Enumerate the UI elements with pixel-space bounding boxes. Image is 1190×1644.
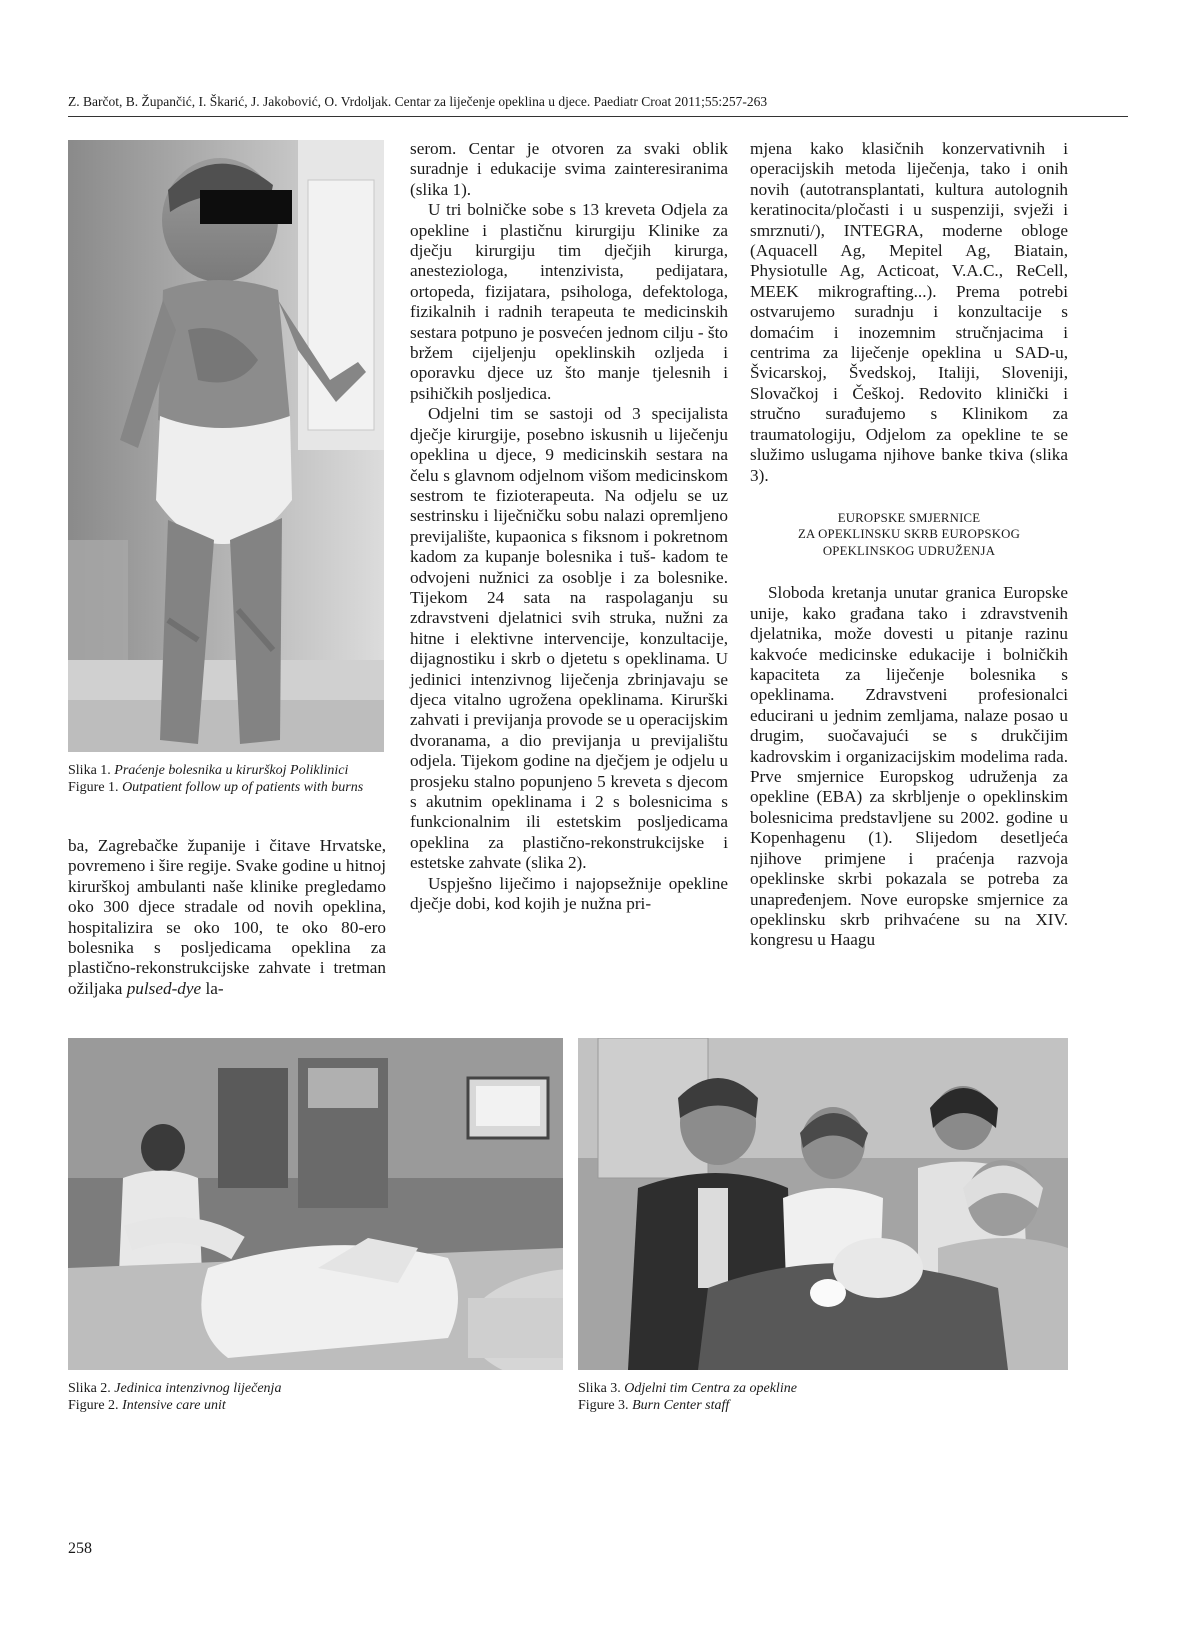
- caption-label: Slika 2.: [68, 1381, 111, 1396]
- figure-2-caption-en: [68, 1397, 563, 1414]
- caption-text: Outpatient follow up of patients with burns: [122, 780, 364, 795]
- caption-text: Burn Center staff: [632, 1398, 730, 1413]
- figure-2-caption-hr: [68, 1380, 563, 1397]
- paragraph: Odjelni tim se sastoji od 3 specijalista dječje kirurgije, posebno iskusnih u liječenju opeklina u djece, 9 medicinskih sestara na čelu s glavnom odjelnom višom medicinskom sestrom te fizioterapeuta. Na odjelu se uz sestrinsku i liječničku sobu nalazi opremljeno previjalište, kupaonica s fiksnom i pokretnom kadom za kupanje bolesnika i tuš- kadom te odvojeni nužnici za osoblje i za bolesnike. Tijekom 24 sata na raspolaganju su zdravstveni djelatnici svih struka, nužni za hitne i elektivne intervencije, konzultacije, dijagnostiku i skrb o djetetu s opeklinama. U jedinici intenzivnog liječenja zbrinjavaju se djeca vitalno ugrožena opeklinama. Kirurški zahvati i previjanja provode se u operacijskim dvoranama, a dio previjanja u previjalištu odjela. Tijekom godine na dječjem je odjelu u prosjeku stalno popunjeno 5 kreveta s djecom s akutnim opeklinama i 2 s bolesnicima s funkcionalnim ili estetskim posljedicama opeklina za plastično-rekonstrukcijske i estetske zahvate (slika 2).: [410, 404, 728, 873]
- caption-label: Figure 1.: [68, 780, 119, 795]
- figure-3-caption-en: [578, 1397, 1068, 1414]
- caption-label: Figure 3.: [578, 1398, 629, 1413]
- column-3-text: [750, 139, 1068, 951]
- figure-2-caption: [68, 1380, 563, 1414]
- section-heading-line: EUROPSKE SMJERNICE: [837, 510, 981, 525]
- section-heading: [750, 510, 1068, 560]
- caption-text: Intensive care unit: [122, 1398, 226, 1413]
- section-heading-line: ZA OPEKLINSKU SKRB EUROPSKOG: [797, 527, 1021, 542]
- figure-2-photo: [68, 1038, 563, 1370]
- figure-1-caption-en: [68, 779, 388, 796]
- figure-3-caption: [578, 1380, 1068, 1414]
- caption-label: Slika 3.: [578, 1381, 621, 1396]
- paragraph-italic: pulsed-dye: [126, 978, 202, 998]
- caption-text: Odjelni tim Centra za opekline: [624, 1381, 797, 1396]
- column-2-text: [410, 139, 728, 914]
- paragraph-text: ba, Zagrebačke županije i čitave Hrvatske, povremeno i šire regije. Svake godine u hitnoj kirurškoj ambulanti naše klinike pregledamo oko 300 djece stradale od novih opeklina, hospitalizira se oko 100, te oko 80-ero bolesnika s posljedicama opeklina za plastično-rekonstrukcijske zahvate i tretman ožiljaka: [68, 836, 386, 998]
- caption-text: Praćenje bolesnika u kirurškoj Poliklinici: [114, 763, 349, 778]
- caption-text: Jedinica intenzivnog liječenja: [114, 1381, 282, 1396]
- figure-1-caption: [68, 762, 388, 796]
- paragraph: Sloboda kretanja unutar granica Europske unije, kako građana tako i zdravstvenih djelatnika, može dovesti u pitanje razinu kakvoće medicinske edukacije i bolničkih kapaciteta za liječenje bolesnika s opeklinama. Zdravstveni profesionalci educirani u jednim zemljama, nalaze posao u drugim, suočavajući se s drukčijim kadrovskim i organizacijskim modelima rada. Prve smjernice Europskog udruženja za opekline (EBA) za skrbljenje o opeklinskim bolesnicima predstavljene su 2002. godine u Kopenhagenu (1). Slijedom desetljeća njihove primjene i praćenja razvoja opeklinske skrbi pokazala se potreba za unapređenjem. Nove europske smjernice za opeklinsku skrb prihvaćene su na XIV. kongresu u Haagu: [750, 583, 1068, 950]
- figure-3-caption-hr: [578, 1380, 1068, 1397]
- figure-3-photo: [578, 1038, 1068, 1370]
- paragraph: Uspješno liječimo i najopsežnije opekline dječje dobi, kod kojih je nužna pri-: [410, 873, 728, 914]
- paragraph-text: la-: [201, 978, 224, 998]
- paragraph: U tri bolničke sobe s 13 kreveta Odjela za opekline i plastičnu kirurgiju Klinike za dječju kirurgiju tim dječjih kirurga, anesteziologa, intenzivista, pedijatara, ortopeda, fizijatara, psihologa, defektologa, fizikalnih i radnih terapeuta te medicinskih sestara potpuno je posvećen jednom cilju - što bržem cijeljenju opeklinskih ozljeda i oporavku djece uz što manje tjelesnih i psihičkih posljedica.: [410, 200, 728, 403]
- paragraph: [68, 836, 386, 999]
- section-heading-line: OPEKLINSKOG UDRUŽENJA: [822, 543, 996, 558]
- figure-1-photo: [68, 140, 384, 752]
- paragraph: serom. Centar je otvoren za svaki oblik suradnje i edukacije svima zainteresiranima (slika 1).: [410, 139, 728, 199]
- caption-label: Slika 1.: [68, 763, 111, 778]
- paragraph: mjena kako klasičnih konzervativnih i operacijskih metoda liječenja, tako i onih novih (autotransplantati, kultura autolognih keratinocita/pločasti i u suspenziji, svježi i smrznuti/), INTEGRA, moderne obloge (Aquacell Ag, Mepitel Ag, Biatain, Physiotulle Ag, Acticoat, V.A.C., ReCell, MEEK mikrografting...). Prema potrebi ostvarujemo suradnju i konzultacije s domaćim i inozemnim stručnjacima i centrima za liječenje opeklina u SAD-u, Švicarskoj, Švedskoj, Italiji, Sloveniji, Slovačkoj i Češkoj. Redovito klinički i stručno surađujemo s Klinikom za traumatologiju, Odjelom za opekline te se služimo uslugama njihove banke tkiva (slika 3).: [750, 139, 1068, 485]
- page-number: 258: [68, 1540, 92, 1557]
- column-1-text: [68, 836, 386, 999]
- header-rule: [68, 116, 1128, 117]
- figure-1-caption-hr: [68, 762, 388, 779]
- caption-label: Figure 2.: [68, 1398, 119, 1413]
- running-head: Z. Barčot, B. Župančić, I. Škarić, J. Jakobović, O. Vrdoljak. Centar za liječenje opeklina u djece. Paediatr Croat 2011;55:257-263: [68, 94, 768, 109]
